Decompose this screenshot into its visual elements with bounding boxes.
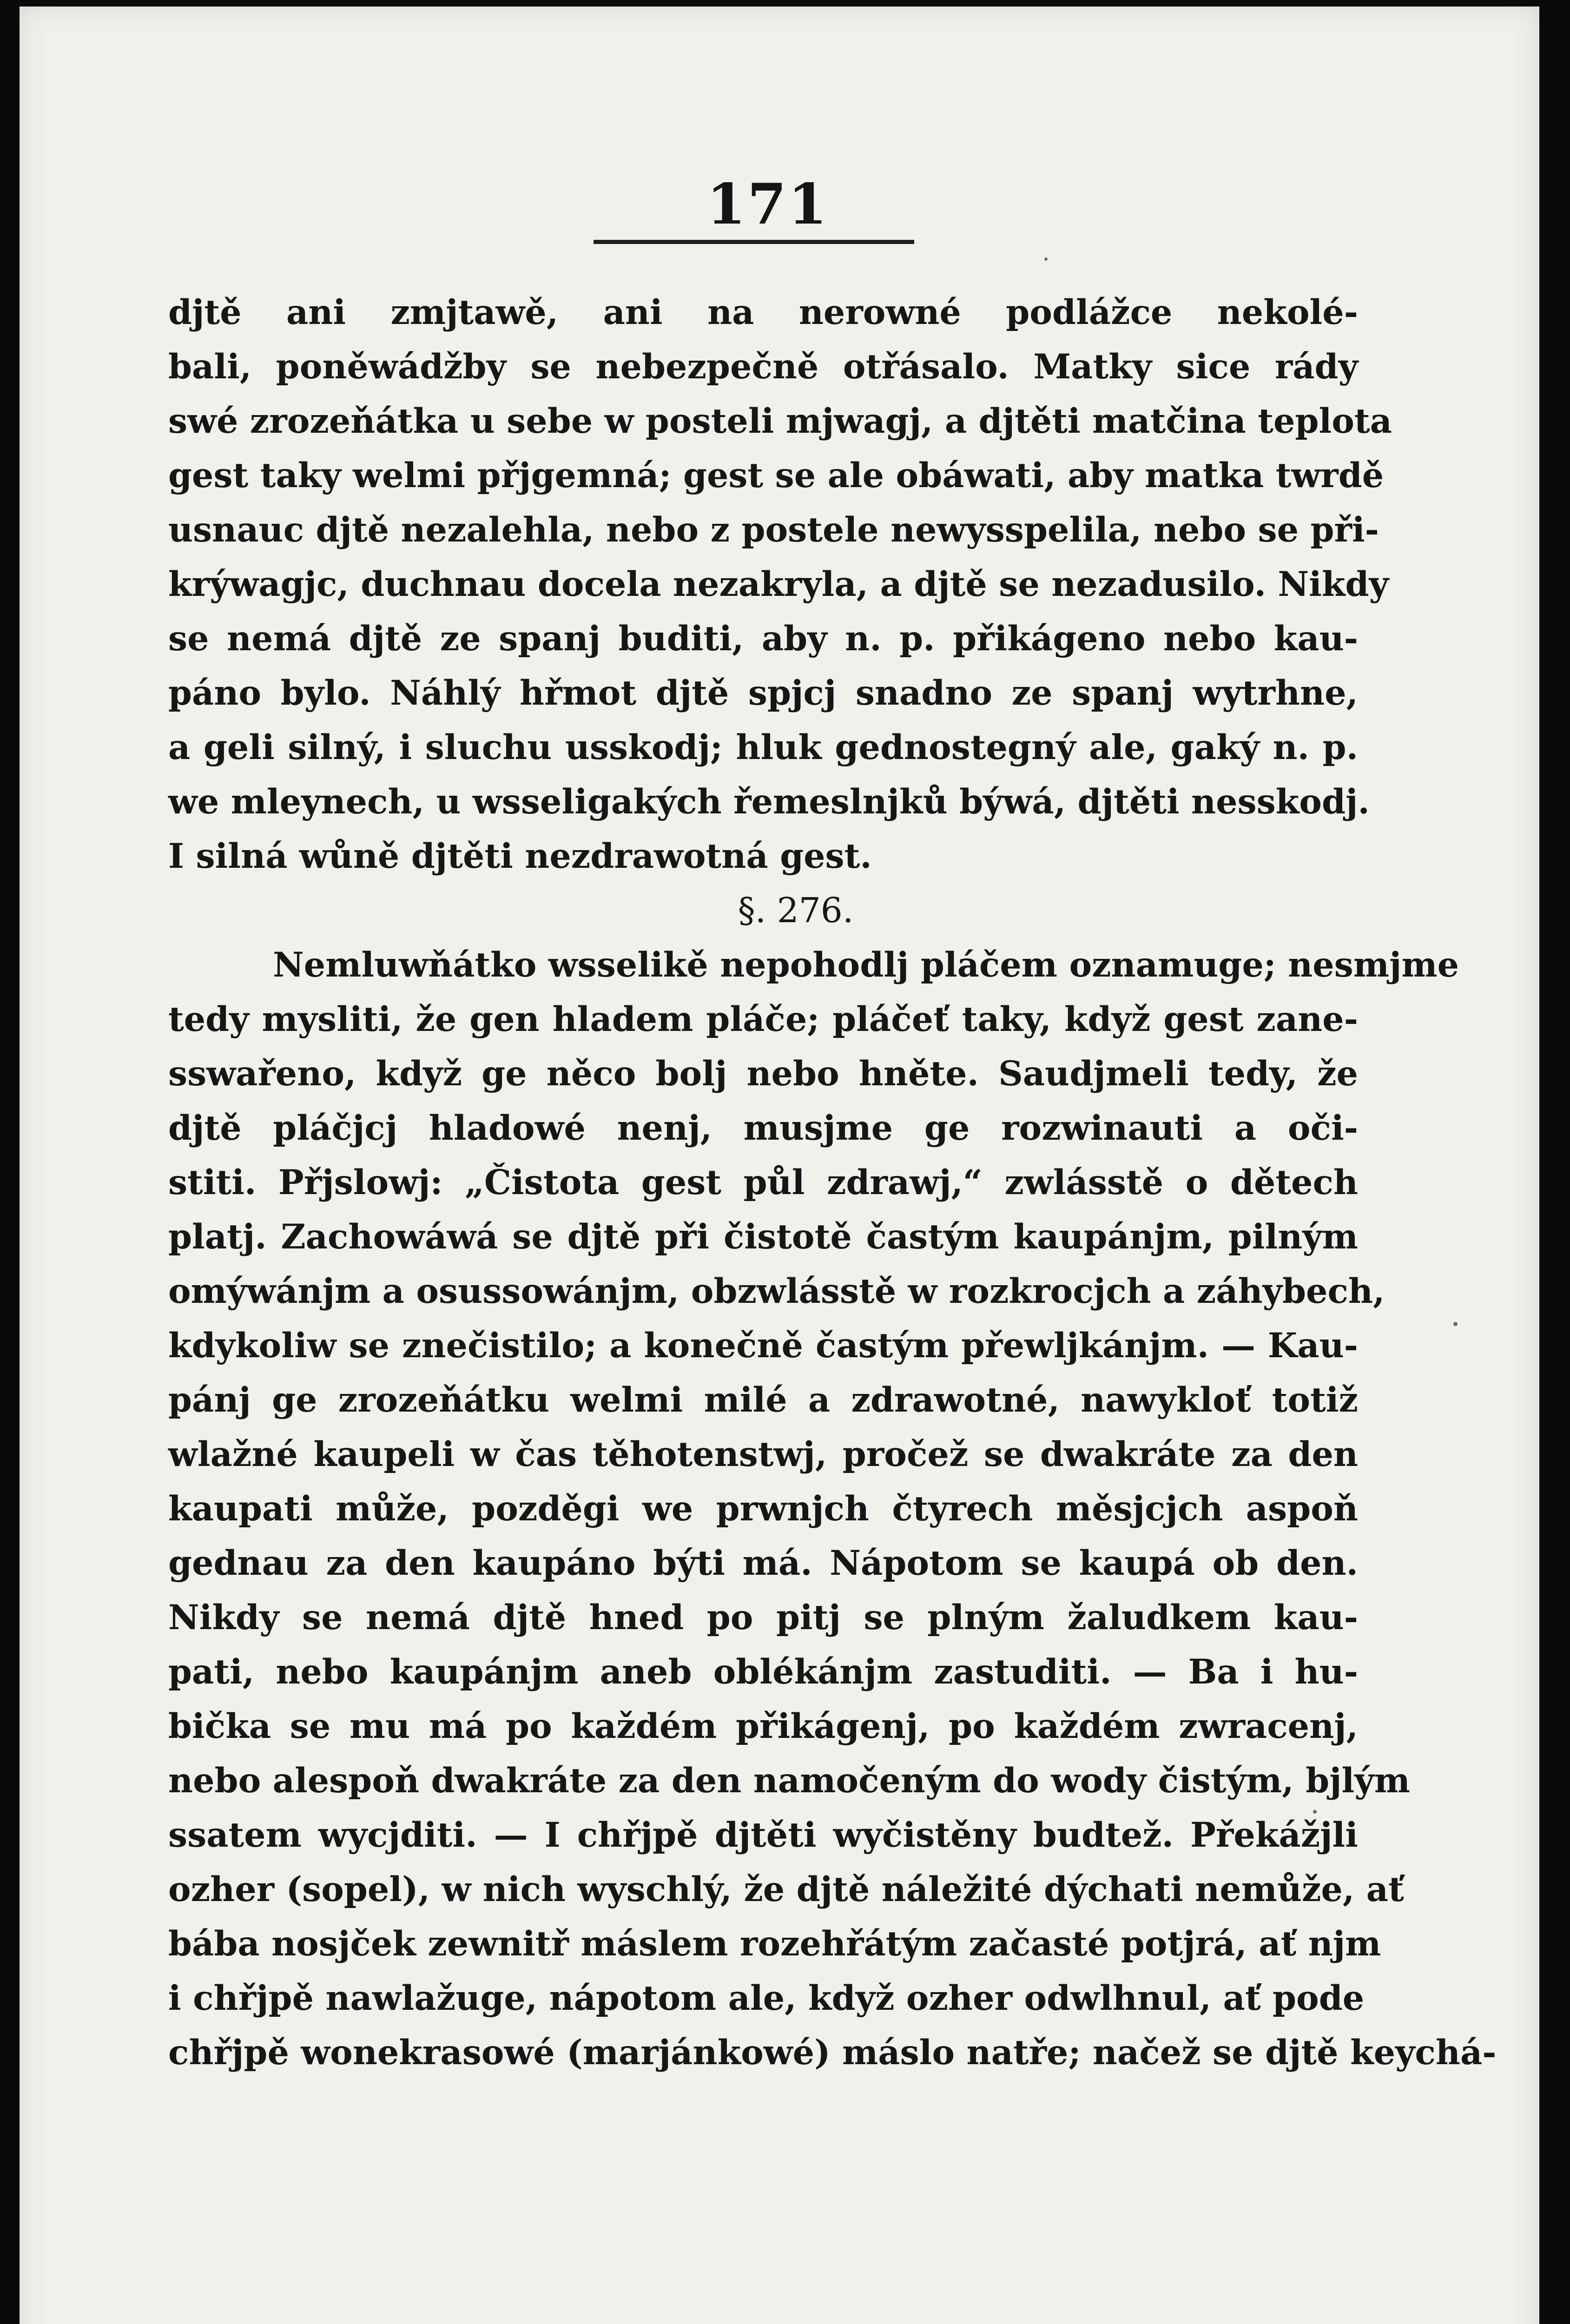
page-number: 171 (706, 172, 829, 237)
paper-speck (1453, 1322, 1458, 1326)
text-line: krýwagjc, duchnau docela nezakryla, a djtě se nezadusilo. Nikdy (168, 564, 1389, 604)
text-line: pánj ge zrozeňátku welmi milé a zdrawotné, nawykloť totiž (168, 1380, 1358, 1420)
book-page (20, 7, 1539, 2324)
paragraph-1 (168, 285, 1392, 884)
text-line: djtě pláčjcj hladowé nenj, musjme ge rozwinauti a oči- (168, 1108, 1358, 1148)
paper-speck (1313, 1810, 1317, 1814)
text-line: tedy mysliti, že gen hladem pláče; pláčeť taky, když gest zane- (168, 999, 1358, 1039)
text-line: kaupati může, pozděgi we prwnjch čtyrech měsjcjch aspoň (168, 1489, 1358, 1529)
text-line: ozher (sopel), w nich wyschlý, že djtě náležité dýchati nemůže, ať (168, 1869, 1404, 1909)
text-line: chřjpě wonekrasowé (marjánkowé) máslo natře; načež se djtě keychá- (168, 2033, 1497, 2073)
header-rule (594, 240, 914, 244)
text-line: a geli silný, i sluchu usskodj; hluk gednostegný ale, gaký n. p. (168, 727, 1358, 767)
text-line: ssatem wycjditi. — I chřjpě djtěti wyčistěny budtež. Překážjli (168, 1815, 1358, 1855)
text-line: gednau za den kaupáno býti má. Nápotom se kaupá ob den. (168, 1543, 1358, 1583)
text-line: we mleynech, u wsseligakých řemeslnjků býwá, djtěti nesskodj. (168, 782, 1370, 822)
paper-speck (1044, 257, 1048, 261)
text-line: sswařeno, když ge něco bolj nebo hněte. Saudjmeli tedy, že (168, 1054, 1358, 1094)
text-line: swé zrozeňátka u sebe w posteli mjwagj, a djtěti matčina teplota (168, 401, 1392, 441)
text-line: kdykoliw se znečistilo; a konečně častým přewljkánjm. — Kau- (168, 1326, 1358, 1366)
text-line: bába nosjček zewnitř máslem rozehřátým začasté potjrá, ať njm (168, 1924, 1381, 1964)
text-line: Nemluwňátko wsselikě nepohodlj pláčem oznamuge; nesmjme (273, 945, 1459, 985)
section-heading: §. 276. (738, 891, 854, 931)
text-line: páno bylo. Náhlý hřmot djtě spjcj snadno ze spanj wytrhne, (168, 673, 1358, 713)
page-body (168, 285, 1497, 2080)
text-line: i chřjpě nawlažuge, nápotom ale, když ozher odwlhnul, ať pode (168, 1978, 1365, 2018)
text-line: wlažné kaupeli w čas těhotenstwj, pročež se dwakráte za den (168, 1434, 1358, 1474)
text-line: usnauc djtě nezalehla, nebo z postele newysspelila, nebo se při- (168, 510, 1379, 550)
text-line: bička se mu má po každém přikágenj, po každém zwracenj, (168, 1706, 1358, 1746)
text-line: I silná wůně djtěti nezdrawotná gest. (168, 836, 872, 876)
paragraph-2 (168, 938, 1497, 2080)
text-line: Nikdy se nemá djtě hned po pitj se plným žaludkem kau- (168, 1598, 1358, 1637)
text-line: platj. Zachowáwá se djtě při čistotě častým kaupánjm, pilným (168, 1217, 1358, 1257)
text-line: bali, poněwádžby se nebezpečně otřásalo. Matky sice rády (168, 347, 1358, 387)
text-line: stiti. Přjslowj: „Čistota gest půl zdrawj,“ zwlásstě o dětech (168, 1162, 1358, 1202)
text-line: se nemá djtě ze spanj buditi, aby n. p. přikágeno nebo kau- (168, 619, 1358, 659)
text-line: gest taky welmi přjgemná; gest se ale obáwati, aby matka twrdě (168, 456, 1384, 495)
text-line: nebo alespoň dwakráte za den namočeným do wody čistým, bjlým (168, 1761, 1410, 1801)
text-line: omýwánjm a osussowánjm, obzwlásstě w rozkrocjch a záhybech, (168, 1271, 1385, 1311)
text-line: djtě ani zmjtawě, ani na nerowné podlážce nekolé- (168, 292, 1358, 332)
text-line: pati, nebo kaupánjm aneb oblékánjm zastuditi. — Ba i hu- (168, 1652, 1358, 1692)
